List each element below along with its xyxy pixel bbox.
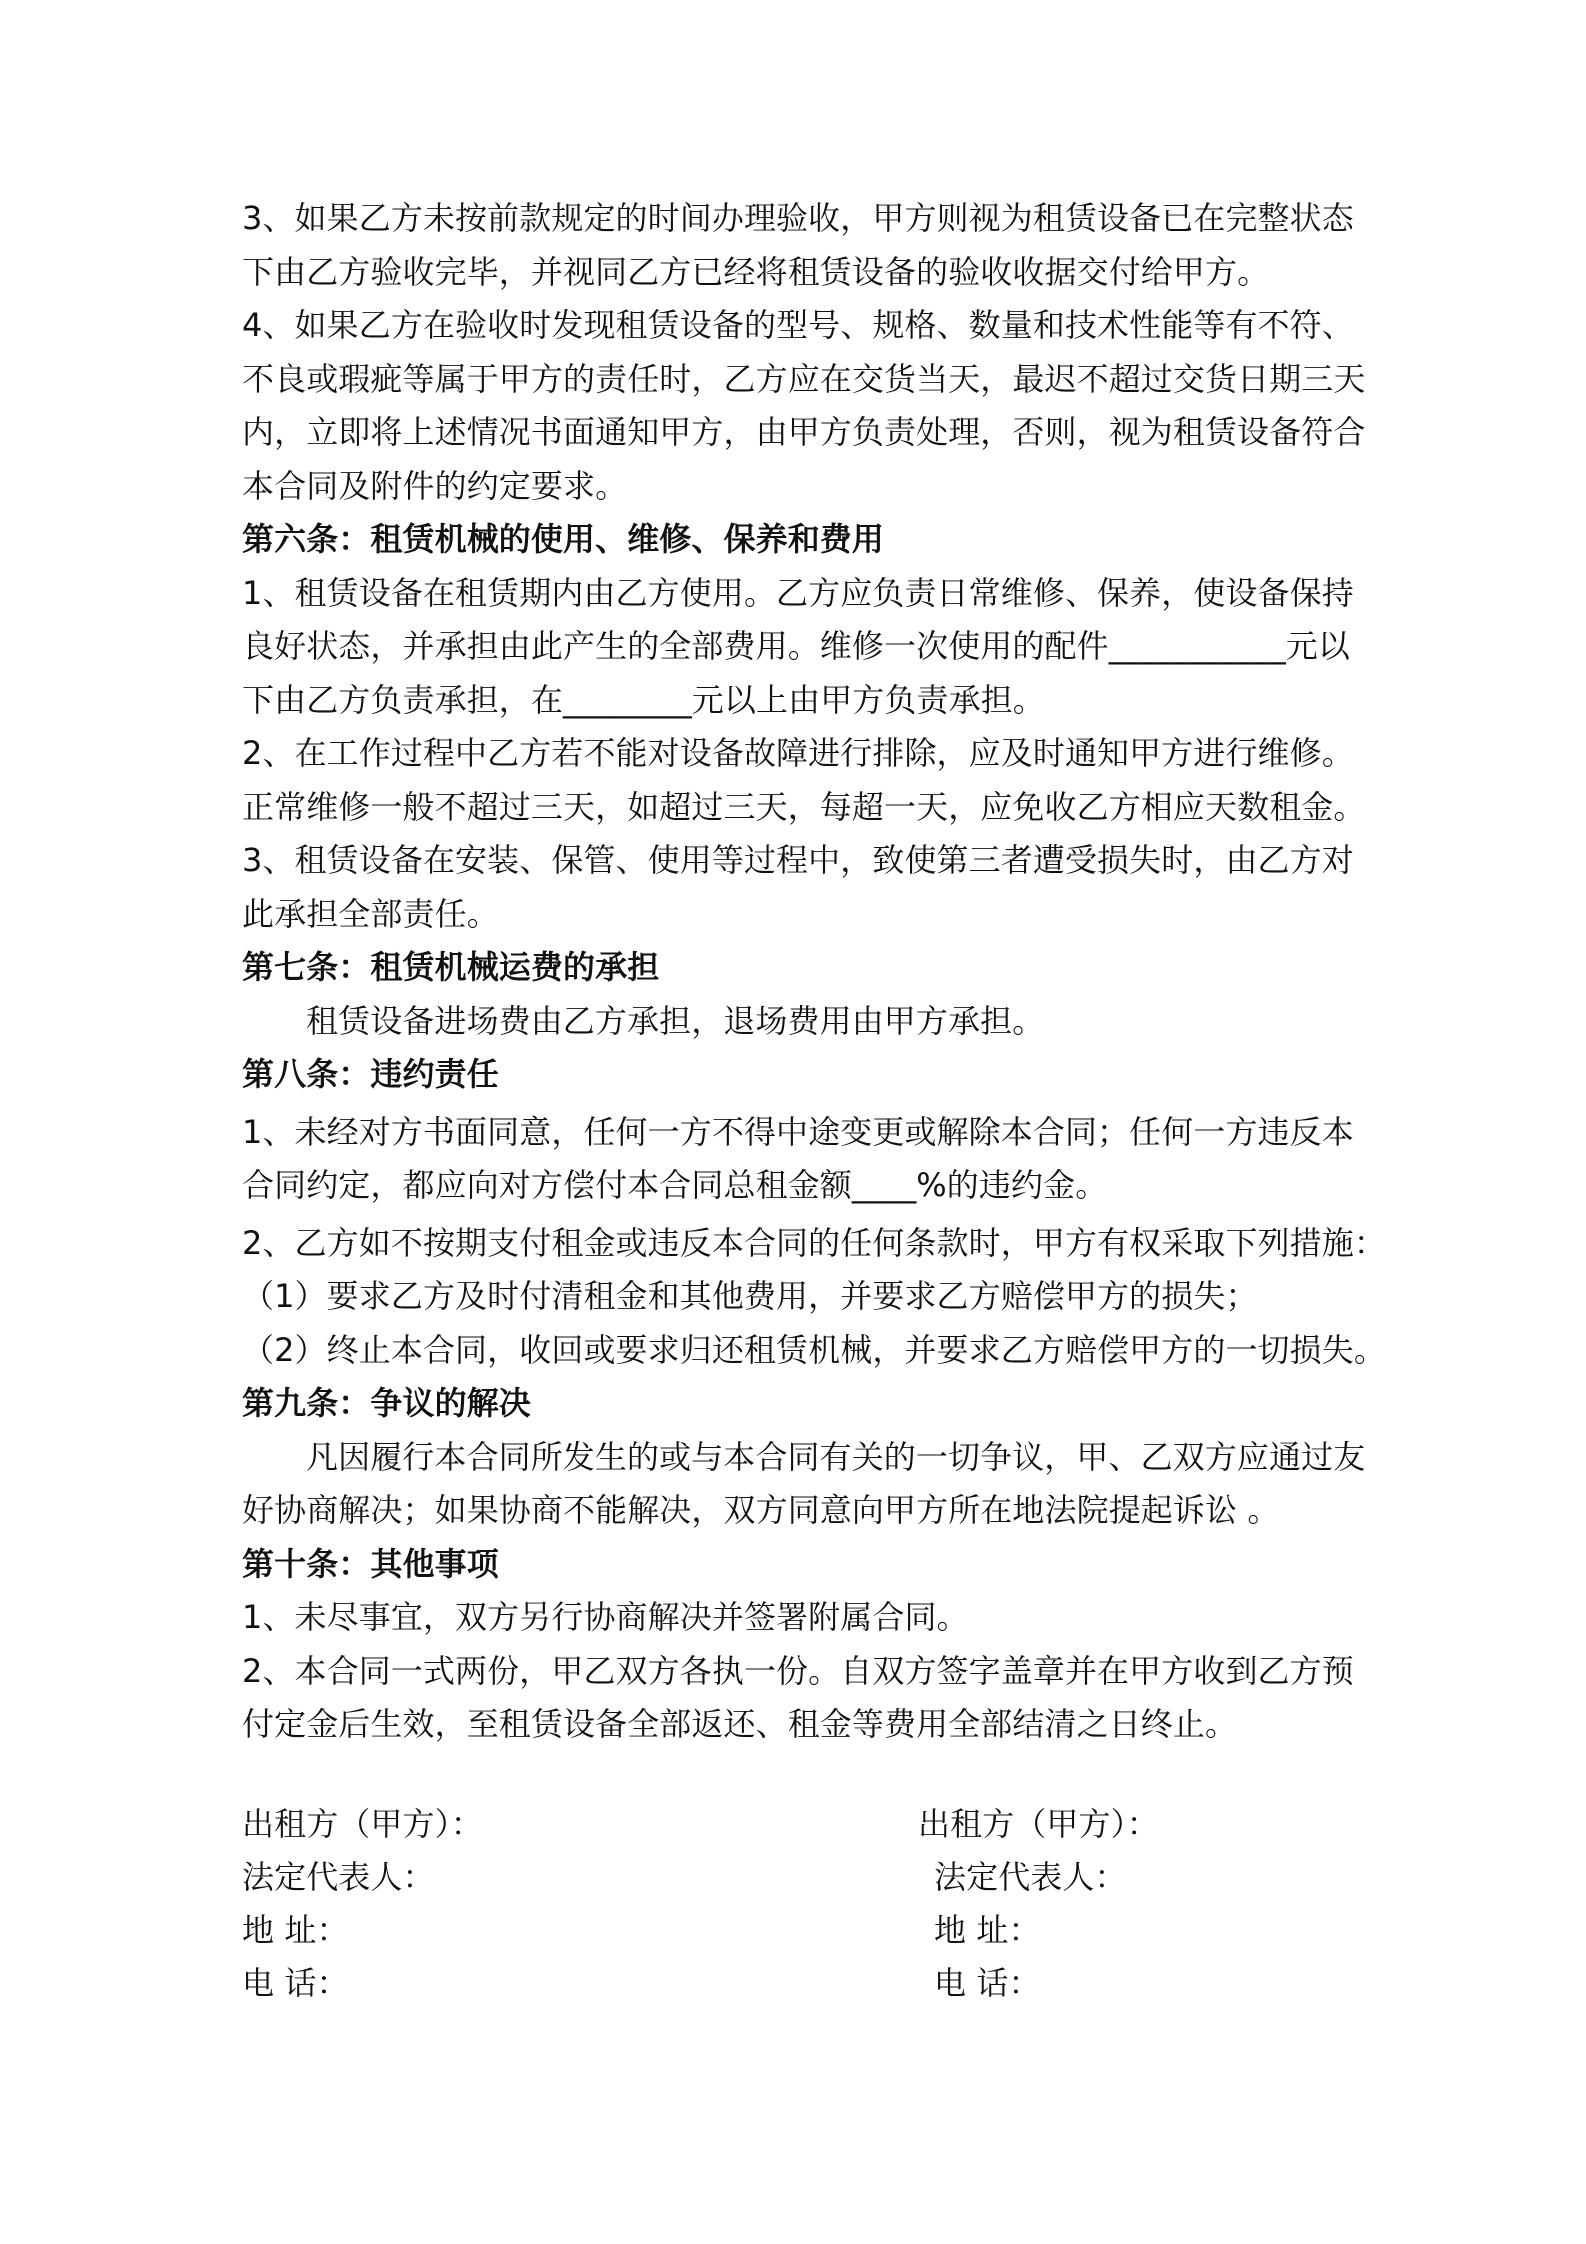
signature-left-address: 地 址： <box>242 1911 349 1949</box>
clause-10-2-line-1: 2、本合同一式两份，甲乙双方各执一份。自双方签字盖章并在甲方收到乙方预 <box>242 1651 1354 1690</box>
article-9-heading: 第九条：争议的解决 <box>242 1384 531 1422</box>
clause-8-1-line-2: 合同约定，都应向对方偿付本合同总租金额____%的违约金。 <box>242 1166 1108 1204</box>
signature-left-phone: 电 话： <box>242 1964 349 2002</box>
signature-right-address: 地 址： <box>934 1911 1041 1949</box>
article-6-heading: 第六条：租赁机械的使用、维修、保养和费用 <box>242 520 885 558</box>
clause-8-2-item-1: （1）要求乙方及时付清租金和其他费用，并要求乙方赔偿甲方的损失； <box>242 1277 1258 1315</box>
contract-body <box>242 192 1386 1752</box>
signature-right-rep: 法定代表人： <box>934 1858 1127 1896</box>
clause-6-2-line-1: 2、在工作过程中乙方若不能对设备故障进行排除，应及时通知甲方进行维修。 <box>242 734 1354 772</box>
clause-5-4-line-4: 本合同及附件的约定要求。 <box>242 466 628 505</box>
clause-5-4-line-3: 内，立即将上述情况书面通知甲方，由甲方负责处理，否则，视为租赁设备符合 <box>242 413 1366 451</box>
signature-block-right <box>918 1798 1518 2010</box>
signature-right-party: 出租方（甲方）： <box>918 1805 1159 1843</box>
clause-6-3-line-2: 此承担全部责任。 <box>242 894 499 933</box>
clause-6-2-line-2: 正常维修一般不超过三天，如超过三天，每超一天，应免收乙方相应天数租金。 <box>242 787 1366 826</box>
article-8-heading: 第八条：违约责任 <box>242 1055 499 1093</box>
clause-5-3-line-2: 下由乙方验收完毕，并视同乙方已经将租赁设备的验收收据交付给甲方。 <box>242 252 1270 291</box>
signature-block-left <box>242 1798 842 2010</box>
clause-8-1-line-1: 1、未经对方书面同意，任何一方不得中途变更或解除本合同；任何一方违反本 <box>242 1112 1354 1151</box>
clause-8-2-line-1: 2、乙方如不按期支付租金或违反本合同的任何条款时，甲方有权采取下列措施： <box>242 1223 1386 1262</box>
article-10-heading: 第十条：其他事项 <box>242 1544 499 1583</box>
clause-5-4-line-2: 不良或瑕疵等属于甲方的责任时，乙方应在交货当天，最迟不超过交货日期三天 <box>242 359 1366 398</box>
clause-8-2-item-2: （2）终止本合同，收回或要求归还租赁机械，并要求乙方赔偿甲方的一切损失。 <box>242 1330 1386 1369</box>
clause-9-1-line-1: 凡因履行本合同所发生的或与本合同有关的一切争议，甲、乙双方应通过友 <box>306 1437 1366 1476</box>
signature-right-phone: 电 话： <box>934 1964 1041 2002</box>
clause-5-4-line-1: 4、如果乙方在验收时发现租赁设备的型号、规格、数量和技术性能等有不符、 <box>242 306 1354 344</box>
clause-6-1-line-2: 良好状态，并承担由此产生的全部费用。维修一次使用的配件___________元以 <box>242 627 1351 665</box>
clause-10-1: 1、未尽事宜，双方另行协商解决并签署附属合同。 <box>242 1598 969 1636</box>
clause-9-1-line-2: 好协商解决；如果协商不能解决，双方同意向甲方所在地法院提起诉讼 。 <box>242 1491 1280 1529</box>
clause-6-3-line-1: 3、租赁设备在安装、保管、使用等过程中，致使第三者遭受损失时，由乙方对 <box>242 841 1354 879</box>
clause-10-2-line-2: 付定金后生效，至租赁设备全部返还、租金等费用全部结清之日终止。 <box>242 1705 1238 1743</box>
clause-7-1: 租赁设备进场费由乙方承担，退场费用由甲方承担。 <box>306 1001 1045 1040</box>
signature-left-party: 出租方（甲方）： <box>242 1805 483 1843</box>
article-7-heading: 第七条：租赁机械运费的承担 <box>242 948 660 986</box>
clause-6-1-line-3: 下由乙方负责承担，在________元以上由甲方负责承担。 <box>242 680 1045 719</box>
clause-6-1-line-1: 1、租赁设备在租赁期内由乙方使用。乙方应负责日常维修、保养，使设备保持 <box>242 573 1354 612</box>
signature-left-rep: 法定代表人： <box>242 1858 435 1896</box>
clause-5-3-line-1: 3、如果乙方未按前款规定的时间办理验收，甲方则视为租赁设备已在完整状态 <box>242 199 1354 237</box>
